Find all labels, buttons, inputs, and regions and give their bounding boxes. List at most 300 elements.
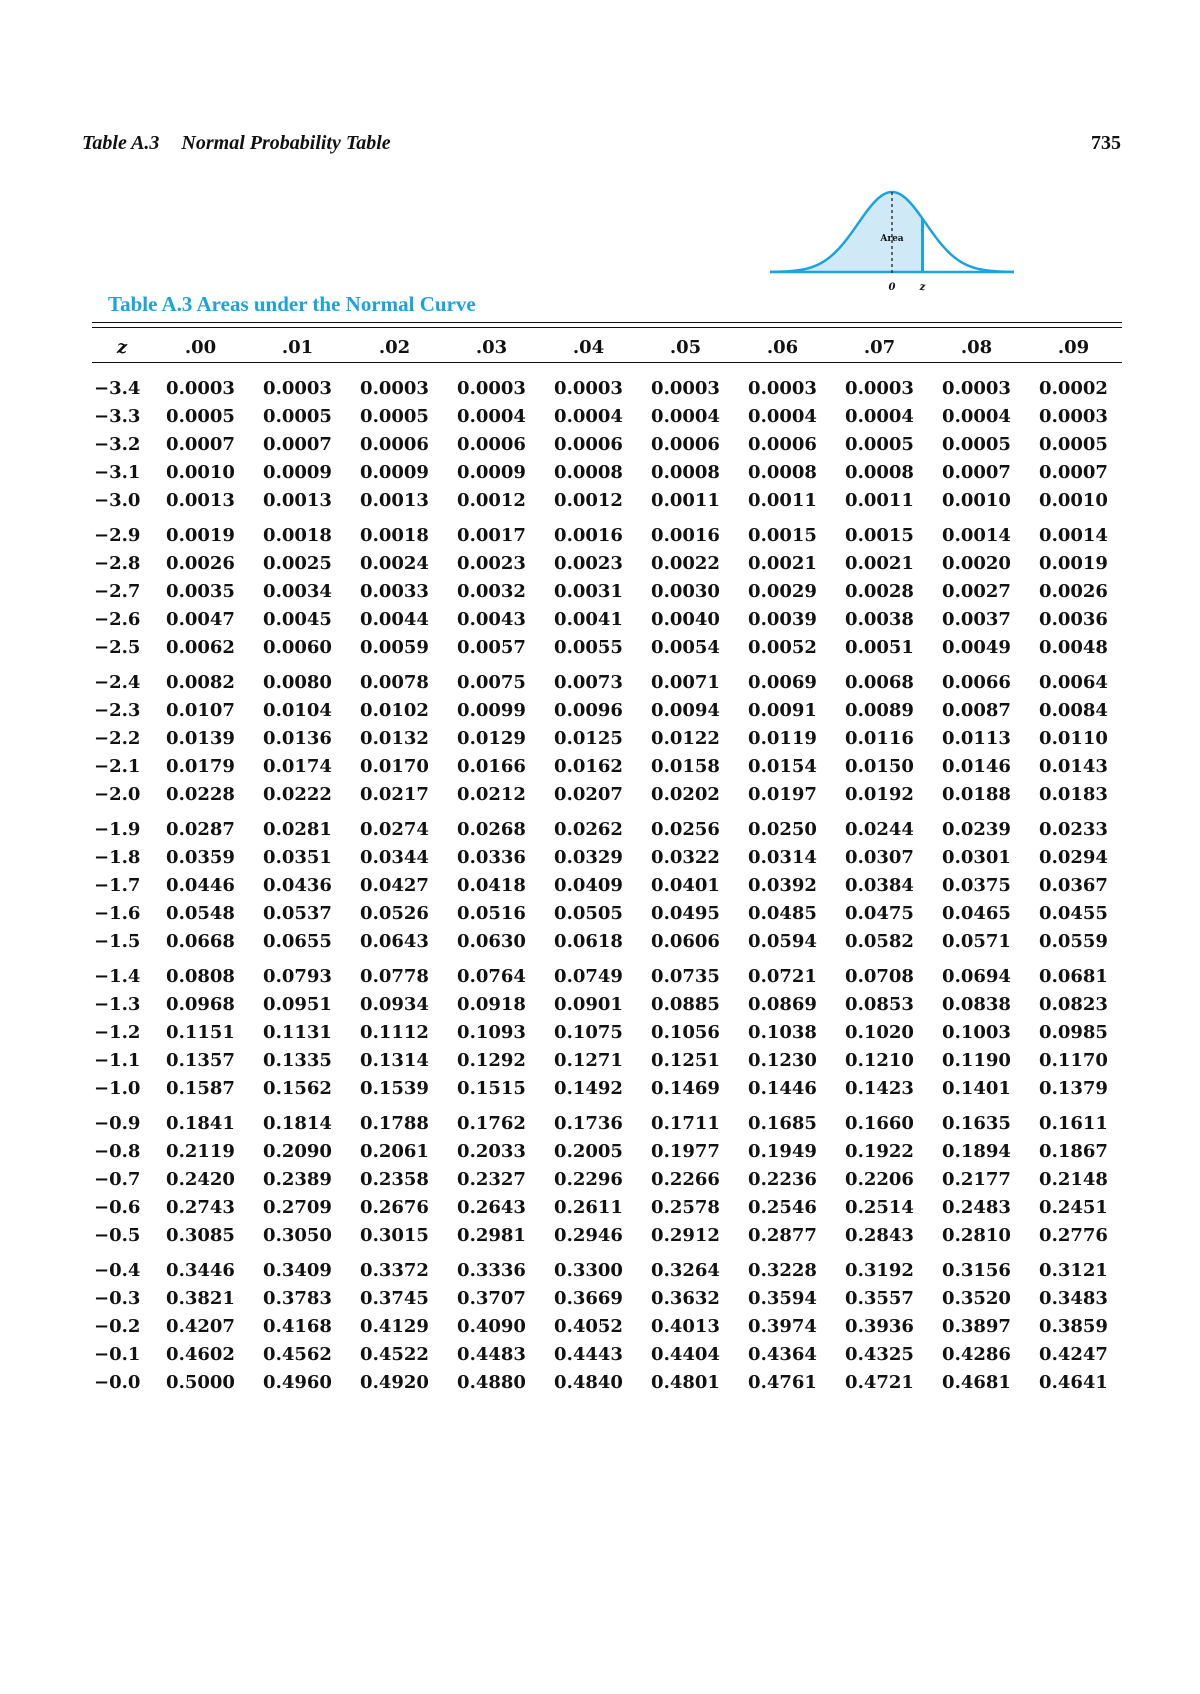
probability-cell: 0.2451 — [1039, 1196, 1108, 1218]
probability-cell: 0.0250 — [748, 818, 817, 840]
probability-cell: 0.0158 — [651, 755, 720, 777]
probability-cell: 0.0049 — [942, 636, 1011, 658]
probability-cell: 0.0183 — [1039, 783, 1108, 805]
probability-cell: 0.4286 — [942, 1343, 1011, 1365]
probability-cell: 0.0351 — [263, 846, 332, 868]
probability-cell: 0.0024 — [360, 552, 429, 574]
probability-cell: 0.0004 — [942, 405, 1011, 427]
table-row — [92, 1018, 1122, 1046]
probability-cell: 0.3446 — [166, 1259, 235, 1281]
probability-cell: 0.0188 — [942, 783, 1011, 805]
z-value-cell: −1.6 — [94, 902, 141, 924]
probability-cell: 0.0287 — [166, 818, 235, 840]
probability-cell: 0.1271 — [554, 1049, 623, 1071]
probability-cell: 0.0037 — [942, 608, 1011, 630]
probability-cell: 0.0011 — [845, 489, 914, 511]
column-header: .03 — [475, 336, 508, 358]
probability-cell: 0.0630 — [457, 930, 526, 952]
probability-cell: 0.3897 — [942, 1315, 1011, 1337]
probability-cell: 0.0901 — [554, 993, 623, 1015]
probability-cell: 0.0808 — [166, 965, 235, 987]
probability-cell: 0.0021 — [845, 552, 914, 574]
probability-cell: 0.1711 — [651, 1112, 720, 1134]
probability-cell: 0.1660 — [845, 1112, 914, 1134]
probability-cell: 0.0008 — [651, 461, 720, 483]
probability-cell: 0.0268 — [457, 818, 526, 840]
probability-cell: 0.1635 — [942, 1112, 1011, 1134]
probability-cell: 0.0066 — [942, 671, 1011, 693]
probability-cell: 0.3300 — [554, 1259, 623, 1281]
probability-cell: 0.0078 — [360, 671, 429, 693]
probability-cell: 0.0047 — [166, 608, 235, 630]
probability-cell: 0.1020 — [845, 1021, 914, 1043]
probability-cell: 0.2389 — [263, 1168, 332, 1190]
table-row — [92, 661, 1122, 696]
probability-cell: 0.3859 — [1039, 1315, 1108, 1337]
probability-cell: 0.4443 — [554, 1343, 623, 1365]
probability-cell: 0.3557 — [845, 1287, 914, 1309]
probability-cell: 0.0113 — [942, 727, 1011, 749]
probability-cell: 0.0003 — [166, 377, 235, 399]
probability-cell: 0.0008 — [748, 461, 817, 483]
z-value-cell: −0.1 — [94, 1343, 141, 1365]
probability-cell: 0.4522 — [360, 1343, 429, 1365]
probability-cell: 0.0409 — [554, 874, 623, 896]
probability-cell: 0.0516 — [457, 902, 526, 924]
probability-cell: 0.0375 — [942, 874, 1011, 896]
table-row — [92, 514, 1122, 549]
probability-cell: 0.4168 — [263, 1315, 332, 1337]
probability-cell: 0.2420 — [166, 1168, 235, 1190]
probability-cell: 0.0934 — [360, 993, 429, 1015]
probability-cell: 0.0012 — [554, 489, 623, 511]
table-row — [92, 402, 1122, 430]
table-row — [92, 1312, 1122, 1340]
probability-cell: 0.0107 — [166, 699, 235, 721]
probability-cell: 0.0307 — [845, 846, 914, 868]
probability-cell: 0.0139 — [166, 727, 235, 749]
z-value-cell: −1.9 — [94, 818, 141, 840]
table-row — [92, 364, 1122, 402]
probability-cell: 0.0006 — [360, 433, 429, 455]
probability-cell: 0.1685 — [748, 1112, 817, 1134]
probability-cell: 0.5000 — [166, 1371, 235, 1393]
probability-cell: 0.2877 — [748, 1224, 817, 1246]
probability-cell: 0.0084 — [1039, 699, 1108, 721]
z-value-cell: −0.0 — [94, 1371, 141, 1393]
probability-cell: 0.3594 — [748, 1287, 817, 1309]
probability-cell: 0.2061 — [360, 1140, 429, 1162]
probability-cell: 0.0009 — [457, 461, 526, 483]
probability-cell: 0.0007 — [942, 461, 1011, 483]
table-row — [92, 927, 1122, 955]
column-header: .06 — [766, 336, 799, 358]
probability-cell: 0.0006 — [554, 433, 623, 455]
table-header-row — [92, 330, 1122, 364]
probability-cell: 0.3783 — [263, 1287, 332, 1309]
probability-cell: 0.3336 — [457, 1259, 526, 1281]
probability-cell: 0.2709 — [263, 1196, 332, 1218]
probability-cell: 0.0051 — [845, 636, 914, 658]
probability-cell: 0.0132 — [360, 727, 429, 749]
probability-cell: 0.0003 — [554, 377, 623, 399]
table-row — [92, 430, 1122, 458]
table-row — [92, 871, 1122, 899]
probability-cell: 0.0013 — [360, 489, 429, 511]
z-value-cell: −1.7 — [94, 874, 141, 896]
probability-cell: 0.0009 — [263, 461, 332, 483]
probability-cell: 0.2327 — [457, 1168, 526, 1190]
probability-cell: 0.0228 — [166, 783, 235, 805]
probability-cell: 0.0735 — [651, 965, 720, 987]
probability-cell: 0.0062 — [166, 636, 235, 658]
z-value-cell: −1.8 — [94, 846, 141, 868]
probability-cell: 0.0003 — [748, 377, 817, 399]
probability-cell: 0.2946 — [554, 1224, 623, 1246]
probability-cell: 0.0019 — [166, 524, 235, 546]
probability-cell: 0.4364 — [748, 1343, 817, 1365]
running-head-title: Normal Probability Table — [181, 132, 391, 154]
probability-cell: 0.2206 — [845, 1168, 914, 1190]
z-value-cell: −1.5 — [94, 930, 141, 952]
column-header-z: z — [116, 336, 128, 358]
probability-cell: 0.3050 — [263, 1224, 332, 1246]
probability-cell: 0.4483 — [457, 1343, 526, 1365]
probability-cell: 0.0392 — [748, 874, 817, 896]
probability-cell: 0.0537 — [263, 902, 332, 924]
z-value-cell: −2.1 — [94, 755, 141, 777]
table-row — [92, 1102, 1122, 1137]
probability-cell: 0.2643 — [457, 1196, 526, 1218]
probability-cell: 0.3156 — [942, 1259, 1011, 1281]
table-row — [92, 1284, 1122, 1312]
probability-cell: 0.2483 — [942, 1196, 1011, 1218]
probability-cell: 0.0838 — [942, 993, 1011, 1015]
probability-cell: 0.0853 — [845, 993, 914, 1015]
probability-cell: 0.0004 — [457, 405, 526, 427]
probability-cell: 0.1093 — [457, 1021, 526, 1043]
probability-cell: 0.1922 — [845, 1140, 914, 1162]
probability-cell: 0.0548 — [166, 902, 235, 924]
z-value-cell: −3.3 — [94, 405, 141, 427]
probability-cell: 0.2743 — [166, 1196, 235, 1218]
probability-cell: 0.0027 — [942, 580, 1011, 602]
probability-cell: 0.0069 — [748, 671, 817, 693]
probability-cell: 0.0016 — [651, 524, 720, 546]
column-header: .00 — [184, 336, 217, 358]
probability-cell: 0.0064 — [1039, 671, 1108, 693]
table-row — [92, 1249, 1122, 1284]
probability-cell: 0.0643 — [360, 930, 429, 952]
probability-cell: 0.0041 — [554, 608, 623, 630]
probability-cell: 0.0708 — [845, 965, 914, 987]
probability-cell: 0.0012 — [457, 489, 526, 511]
probability-cell: 0.2843 — [845, 1224, 914, 1246]
probability-cell: 0.0013 — [263, 489, 332, 511]
table-row — [92, 1165, 1122, 1193]
z-value-cell: −3.1 — [94, 461, 141, 483]
probability-cell: 0.4880 — [457, 1371, 526, 1393]
probability-cell: 0.0038 — [845, 608, 914, 630]
probability-cell: 0.2177 — [942, 1168, 1011, 1190]
probability-cell: 0.1515 — [457, 1077, 526, 1099]
probability-cell: 0.1469 — [651, 1077, 720, 1099]
probability-cell: 0.3936 — [845, 1315, 914, 1337]
probability-cell: 0.0091 — [748, 699, 817, 721]
probability-cell: 0.0262 — [554, 818, 623, 840]
z-value-cell: −0.8 — [94, 1140, 141, 1162]
probability-cell: 0.1075 — [554, 1021, 623, 1043]
table-row — [92, 1221, 1122, 1249]
probability-cell: 0.0002 — [1039, 377, 1108, 399]
table-row — [92, 549, 1122, 577]
probability-cell: 0.1210 — [845, 1049, 914, 1071]
probability-cell: 0.0039 — [748, 608, 817, 630]
table-body — [92, 364, 1122, 1396]
probability-cell: 0.3015 — [360, 1224, 429, 1246]
probability-cell: 0.0793 — [263, 965, 332, 987]
probability-cell: 0.0029 — [748, 580, 817, 602]
probability-cell: 0.0244 — [845, 818, 914, 840]
z-value-cell: −2.8 — [94, 552, 141, 574]
z-value-cell: −2.7 — [94, 580, 141, 602]
column-header: .09 — [1057, 336, 1090, 358]
z-value-cell: −1.0 — [94, 1077, 141, 1099]
table-row — [92, 1137, 1122, 1165]
probability-cell: 0.1423 — [845, 1077, 914, 1099]
probability-cell: 0.0071 — [651, 671, 720, 693]
probability-cell: 0.4129 — [360, 1315, 429, 1337]
probability-cell: 0.0043 — [457, 608, 526, 630]
probability-cell: 0.0721 — [748, 965, 817, 987]
probability-cell: 0.0606 — [651, 930, 720, 952]
probability-cell: 0.0427 — [360, 874, 429, 896]
probability-cell: 0.4562 — [263, 1343, 332, 1365]
z-value-cell: −1.4 — [94, 965, 141, 987]
probability-cell: 0.0212 — [457, 783, 526, 805]
probability-cell: 0.0032 — [457, 580, 526, 602]
table-row — [92, 955, 1122, 990]
probability-cell: 0.3821 — [166, 1287, 235, 1309]
probability-cell: 0.0034 — [263, 580, 332, 602]
probability-cell: 0.1292 — [457, 1049, 526, 1071]
table-row — [92, 752, 1122, 780]
probability-cell: 0.1379 — [1039, 1077, 1108, 1099]
probability-cell: 0.0068 — [845, 671, 914, 693]
probability-cell: 0.0655 — [263, 930, 332, 952]
column-header: .04 — [572, 336, 605, 358]
probability-cell: 0.0174 — [263, 755, 332, 777]
probability-cell: 0.0436 — [263, 874, 332, 896]
z-value-cell: −0.4 — [94, 1259, 141, 1281]
probability-cell: 0.0166 — [457, 755, 526, 777]
probability-cell: 0.0869 — [748, 993, 817, 1015]
probability-cell: 0.1562 — [263, 1077, 332, 1099]
probability-cell: 0.4207 — [166, 1315, 235, 1337]
probability-cell: 0.0136 — [263, 727, 332, 749]
probability-cell: 0.2514 — [845, 1196, 914, 1218]
table-row — [92, 780, 1122, 808]
probability-cell: 0.0116 — [845, 727, 914, 749]
probability-cell: 0.0582 — [845, 930, 914, 952]
probability-cell: 0.2119 — [166, 1140, 235, 1162]
probability-cell: 0.3632 — [651, 1287, 720, 1309]
probability-cell: 0.4840 — [554, 1371, 623, 1393]
probability-cell: 0.0005 — [942, 433, 1011, 455]
probability-cell: 0.0004 — [845, 405, 914, 427]
probability-cell: 0.0011 — [651, 489, 720, 511]
probability-cell: 0.0030 — [651, 580, 720, 602]
running-head — [82, 132, 391, 155]
probability-cell: 0.1170 — [1039, 1049, 1108, 1071]
probability-cell: 0.0571 — [942, 930, 1011, 952]
probability-cell: 0.0094 — [651, 699, 720, 721]
probability-cell: 0.0003 — [651, 377, 720, 399]
probability-cell: 0.0075 — [457, 671, 526, 693]
probability-cell: 0.0059 — [360, 636, 429, 658]
probability-cell: 0.0823 — [1039, 993, 1108, 1015]
column-header: .08 — [960, 336, 993, 358]
probability-cell: 0.0764 — [457, 965, 526, 987]
z-value-cell: −0.9 — [94, 1112, 141, 1134]
normal-curve-figure — [762, 188, 1022, 314]
probability-cell: 0.0003 — [942, 377, 1011, 399]
area-label: Area — [880, 234, 904, 244]
probability-cell: 0.0162 — [554, 755, 623, 777]
probability-cell: 0.4247 — [1039, 1343, 1108, 1365]
probability-cell: 0.0475 — [845, 902, 914, 924]
probability-cell: 0.0020 — [942, 552, 1011, 574]
probability-cell: 0.0015 — [845, 524, 914, 546]
probability-cell: 0.3745 — [360, 1287, 429, 1309]
probability-cell: 0.0026 — [166, 552, 235, 574]
probability-cell: 0.0968 — [166, 993, 235, 1015]
probability-cell: 0.3483 — [1039, 1287, 1108, 1309]
probability-cell: 0.0052 — [748, 636, 817, 658]
z-value-cell: −2.9 — [94, 524, 141, 546]
probability-cell: 0.1003 — [942, 1021, 1011, 1043]
probability-cell: 0.0057 — [457, 636, 526, 658]
probability-cell: 0.2546 — [748, 1196, 817, 1218]
probability-cell: 0.0087 — [942, 699, 1011, 721]
probability-cell: 0.0344 — [360, 846, 429, 868]
probability-cell: 0.0003 — [845, 377, 914, 399]
probability-cell: 0.0336 — [457, 846, 526, 868]
probability-cell: 0.0102 — [360, 699, 429, 721]
probability-cell: 0.3264 — [651, 1259, 720, 1281]
probability-cell: 0.0401 — [651, 874, 720, 896]
probability-cell: 0.1151 — [166, 1021, 235, 1043]
probability-cell: 0.3520 — [942, 1287, 1011, 1309]
probability-cell: 0.1762 — [457, 1112, 526, 1134]
probability-cell: 0.1587 — [166, 1077, 235, 1099]
probability-cell: 0.0044 — [360, 608, 429, 630]
probability-cell: 0.0013 — [166, 489, 235, 511]
probability-cell: 0.0010 — [1039, 489, 1108, 511]
probability-cell: 0.0005 — [360, 405, 429, 427]
probability-cell: 0.0384 — [845, 874, 914, 896]
probability-cell: 0.4920 — [360, 1371, 429, 1393]
probability-cell: 0.0021 — [748, 552, 817, 574]
probability-cell: 0.0011 — [748, 489, 817, 511]
probability-cell: 0.1736 — [554, 1112, 623, 1134]
normal-probability-table — [92, 330, 1122, 1396]
probability-cell: 0.0154 — [748, 755, 817, 777]
probability-cell: 0.0202 — [651, 783, 720, 805]
z-value-cell: −2.0 — [94, 783, 141, 805]
probability-cell: 0.2912 — [651, 1224, 720, 1246]
probability-cell: 0.0036 — [1039, 608, 1108, 630]
probability-cell: 0.0233 — [1039, 818, 1108, 840]
probability-cell: 0.1112 — [360, 1021, 429, 1043]
probability-cell: 0.0322 — [651, 846, 720, 868]
probability-cell: 0.1539 — [360, 1077, 429, 1099]
probability-cell: 0.0007 — [1039, 461, 1108, 483]
probability-cell: 0.0681 — [1039, 965, 1108, 987]
table-row — [92, 1340, 1122, 1368]
probability-cell: 0.0040 — [651, 608, 720, 630]
probability-cell: 0.0129 — [457, 727, 526, 749]
probability-cell: 0.0985 — [1039, 1021, 1108, 1043]
probability-cell: 0.2611 — [554, 1196, 623, 1218]
probability-cell: 0.0274 — [360, 818, 429, 840]
probability-cell: 0.0014 — [1039, 524, 1108, 546]
table-row — [92, 458, 1122, 486]
probability-cell: 0.2090 — [263, 1140, 332, 1162]
probability-cell: 0.0125 — [554, 727, 623, 749]
z-value-cell: −3.2 — [94, 433, 141, 455]
probability-cell: 0.4404 — [651, 1343, 720, 1365]
probability-cell: 0.0025 — [263, 552, 332, 574]
table-row — [92, 808, 1122, 843]
probability-cell: 0.3192 — [845, 1259, 914, 1281]
probability-cell: 0.0951 — [263, 993, 332, 1015]
probability-cell: 0.0018 — [263, 524, 332, 546]
probability-cell: 0.0594 — [748, 930, 817, 952]
probability-cell: 0.3974 — [748, 1315, 817, 1337]
probability-cell: 0.0005 — [263, 405, 332, 427]
z-value-cell: −0.6 — [94, 1196, 141, 1218]
probability-cell: 0.1056 — [651, 1021, 720, 1043]
probability-cell: 0.0017 — [457, 524, 526, 546]
probability-cell: 0.0028 — [845, 580, 914, 602]
probability-cell: 0.0495 — [651, 902, 720, 924]
probability-cell: 0.0694 — [942, 965, 1011, 987]
table-row — [92, 696, 1122, 724]
probability-cell: 0.0294 — [1039, 846, 1108, 868]
probability-cell: 0.0006 — [651, 433, 720, 455]
probability-cell: 0.2776 — [1039, 1224, 1108, 1246]
probability-cell: 0.0010 — [942, 489, 1011, 511]
probability-cell: 0.0281 — [263, 818, 332, 840]
probability-cell: 0.1611 — [1039, 1112, 1108, 1134]
probability-cell: 0.1230 — [748, 1049, 817, 1071]
probability-cell: 0.0033 — [360, 580, 429, 602]
probability-cell: 0.0119 — [748, 727, 817, 749]
probability-cell: 0.0446 — [166, 874, 235, 896]
probability-cell: 0.0170 — [360, 755, 429, 777]
probability-cell: 0.4761 — [748, 1371, 817, 1393]
probability-cell: 0.2810 — [942, 1224, 1011, 1246]
z-value-cell: −3.4 — [94, 377, 141, 399]
probability-cell: 0.4681 — [942, 1371, 1011, 1393]
z-value-cell: −0.3 — [94, 1287, 141, 1309]
probability-cell: 0.0082 — [166, 671, 235, 693]
probability-cell: 0.0150 — [845, 755, 914, 777]
probability-cell: 0.3121 — [1039, 1259, 1108, 1281]
table-row — [92, 577, 1122, 605]
probability-cell: 0.0045 — [263, 608, 332, 630]
